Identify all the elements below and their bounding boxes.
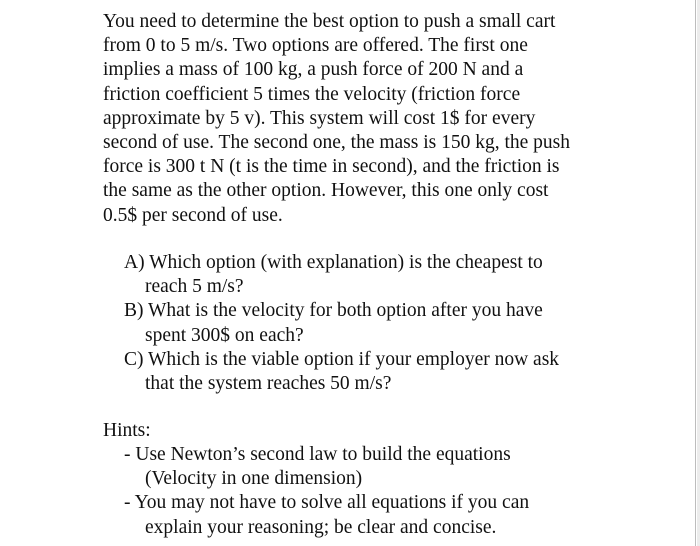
question-b-line2: spent 300$ on each? [145,324,304,346]
statement-line: implies a mass of 100 kg, a push force of 200 N and a [103,59,524,81]
statement-line: You need to determine the best option to push a small cart [103,11,556,32]
statement-line: approximate by 5 v). This system will cost 1$ for every [103,107,536,129]
problem-statement [103,10,603,228]
hints-list [124,443,624,540]
page-edge-line [695,0,696,546]
hint-1-line1: - Use Newton’s second law to build the equations [124,444,511,465]
statement-line: 0.5$ per second of use. [103,204,283,226]
hint-2-line1: - You may not have to solve all equations if you can [124,492,530,514]
question-c-line2: that the system reaches 50 m/s? [145,373,392,395]
statement-line: second of use. The second one, the mass is 150 kg, the push [103,132,571,154]
question-b [124,299,624,347]
question-c [124,348,624,396]
statement-line: the same as the other option. However, this one only cost [103,180,549,202]
hint-1-line2: (Velocity in one dimension) [145,468,363,490]
hint-2-line2: explain your reasoning; be clear and concise. [145,516,497,538]
question-b-line1: B) What is the velocity for both option after you have [124,300,543,322]
statement-line: friction coefficient 5 times the velocity (friction force [103,83,521,105]
statement-line: force is 300 t N (t is the time in second), and the friction is [103,156,560,178]
question-a-line1: A) Which option (with explanation) is the cheapest to [124,252,543,273]
question-a [124,251,624,299]
question-list [124,251,624,396]
question-a-line2: reach 5 m/s? [145,276,244,298]
statement-line: from 0 to 5 m/s. Two options are offered. The first one [103,35,528,57]
hint-newton [124,443,624,491]
hint-reasoning [124,491,624,539]
question-c-line1: C) Which is the viable option if your employer now ask [124,348,560,370]
hints-title: Hints: [103,420,151,441]
